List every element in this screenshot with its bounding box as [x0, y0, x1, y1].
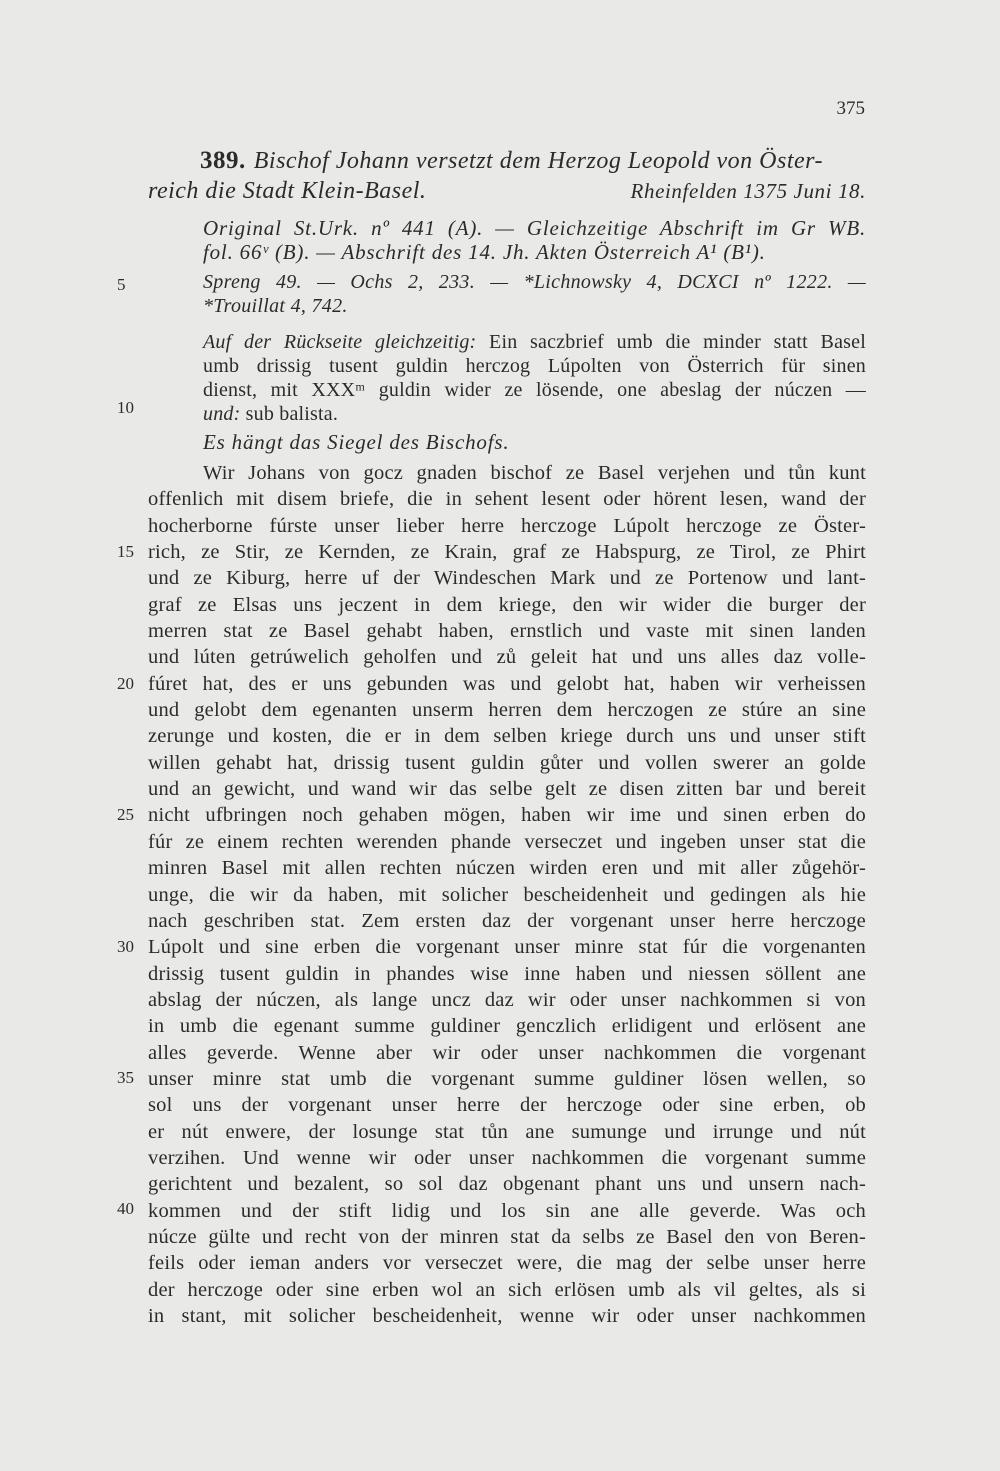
line-number: 40	[117, 1199, 134, 1218]
text-line: und gelobt dem egenanten unserm herren dem herczogen ze stúre an sine	[148, 699, 866, 722]
text-line: in stant, mit solicher bescheidenheit, wenne wir oder unser nachkommen	[148, 1305, 866, 1327]
line-number: 10	[117, 398, 134, 417]
text-line: merren stat ze Basel gehabt haben, ernstlich und vaste mit sinen landen	[148, 620, 866, 643]
text-line: verzihen. Und wenne wir oder unser nachkommen die vorgenant summe	[148, 1146, 866, 1169]
text-line: núcze gülte und recht von der minren stat da selbs ze Basel den von Beren-	[148, 1225, 866, 1248]
text-line: rich, ze Stir, ze Kernden, ze Krain, graf ze Habspurg, ze Tirol, ze Phirt	[148, 541, 866, 564]
text-line: unser minre stat umb die vorgenant summe guldiner lösen wellen, so	[148, 1067, 866, 1090]
text-line: alles geverde. Wenne aber wir oder unser nachkommen die vorgenant	[148, 1041, 866, 1064]
literature-line: *Trouillat 4, 742.	[203, 295, 348, 317]
text-line: nicht ufbringen noch gehaben mögen, haben wir ime und sinen erben do	[148, 804, 866, 827]
text-line: Lúpolt und sine erben die vorgenant unser minre stat fúr die vorgenanten	[148, 936, 866, 959]
dorsal-text: dienst, mit XXXᵐ guldin wider ze lösende, one abeslag der núczen —	[203, 379, 866, 401]
line-number: 35	[117, 1068, 134, 1087]
text-line: hocherborne fúrste unser lieber herre herczoge Lúpolt herczoge ze Öster-	[148, 514, 866, 537]
dorsal-text: Ein saczbrief umb die minder statt Basel	[489, 331, 866, 353]
document-number: 389.	[200, 147, 246, 174]
text-line: Wir Johans von gocz gnaden bischof ze Basel verjehen und tůn kunt	[203, 462, 866, 484]
text-line: nach geschriben stat. Zem ersten daz der vorgenant unser herre herczoge	[148, 909, 866, 932]
text-line: fúr ze einem rechten werenden phande verseczet und ingeben unser stat die	[148, 830, 866, 853]
text-line: gerichtent und bezalent, so sol daz obgenant phant uns und unsern nach-	[148, 1173, 866, 1196]
line-number: 5	[117, 275, 126, 294]
text-line: zerunge und kosten, die er in dem selben kriege durch uns und unser stift	[148, 725, 866, 748]
source-line: Original St.Urk. nº 441 (A). — Gleichzeitige Abschrift im Gr WB.	[203, 216, 866, 240]
text-line: graf ze Elsas uns jeczent in dem kriege, den wir wider die burger der	[148, 593, 866, 616]
seal-note: Es hängt das Siegel des Bischofs.	[203, 430, 510, 454]
text-line: willen gehabt hat, drissig tusent guldin gůter und vollen swerer an golde	[148, 751, 866, 774]
text-line: und an gewicht, und wand wir das selbe gelt ze disen zitten bar und bereit	[148, 778, 866, 801]
line-number: 25	[117, 805, 134, 824]
page-number: 375	[836, 98, 865, 119]
text-line: und ze Kiburg, herre uf der Windeschen Mark und ze Portenow und lant-	[148, 567, 866, 590]
heading-title-line1: Bischof Johann versetzt dem Herzog Leopold von Öster-	[253, 148, 824, 174]
line-number: 15	[117, 542, 134, 561]
place-date: Rheinfelden 1375 Juni 18.	[630, 179, 866, 203]
text-line: drissig tusent guldin in phandes wise inne haben und niessen söllent ane	[148, 962, 866, 985]
dorsal-note	[203, 330, 866, 426]
line-number: 20	[117, 674, 134, 693]
heading-title-line2: reich die Stadt Klein-Basel.	[148, 178, 427, 204]
source-apparatus	[203, 216, 866, 264]
literature-references	[203, 270, 866, 318]
text-line: fúret hat, des er uns gebunden was und gelobt hat, haben wir verheissen	[148, 672, 866, 695]
text-line: minren Basel mit allen rechten núczen wirden eren und mit aller zůgehör-	[148, 857, 866, 880]
dorsal-label: Auf der Rückseite gleichzeitig:	[203, 331, 477, 353]
text-line: abslag der núczen, als lange uncz daz wir oder unser nachkommen si von	[148, 988, 866, 1011]
source-line: fol. 66ᵛ (B). — Abschrift des 14. Jh. Akten Österreich A¹ (B¹).	[203, 240, 766, 264]
text-line: er nút enwere, der losunge stat tůn ane sumunge und irrunge und nút	[148, 1120, 866, 1143]
line-number: 30	[117, 937, 134, 956]
dorsal-label: und:	[203, 403, 241, 425]
text-line: kommen und der stift lidig und los sin ane alle geverde. Was och	[148, 1199, 866, 1222]
text-line: feils oder ieman anders vor verseczet were, die mag der selbe unser herre	[148, 1252, 866, 1275]
dorsal-text: umb drissig tusent guldin herczog Lúpolten von Österrich für sinen	[203, 355, 866, 377]
dorsal-text: sub balista.	[245, 403, 339, 425]
document-heading	[148, 146, 866, 206]
text-line: der herczoge oder sine erben wol an sich erlösen umb als vil geltes, als si	[148, 1278, 866, 1301]
main-text	[148, 460, 866, 1329]
text-line: und lúten getrúwelich geholfen und zů geleit hat und uns alles daz volle-	[148, 646, 866, 669]
text-line: unge, die wir da haben, mit solicher bescheidenheit und gedingen als hie	[148, 883, 866, 906]
text-line: offenlich mit disem briefe, die in sehent lesent oder hörent lesen, wand der	[148, 488, 866, 511]
literature-line: Spreng 49. — Ochs 2, 233. — *Lichnowsky 4, DCXCI nº 1222. —	[203, 271, 866, 293]
text-line: in umb die egenant summe guldiner genczlich erlidigent und erlösent ane	[148, 1015, 866, 1038]
text-line: sol uns der vorgenant unser herre der herczoge oder sine erben, ob	[148, 1094, 866, 1117]
